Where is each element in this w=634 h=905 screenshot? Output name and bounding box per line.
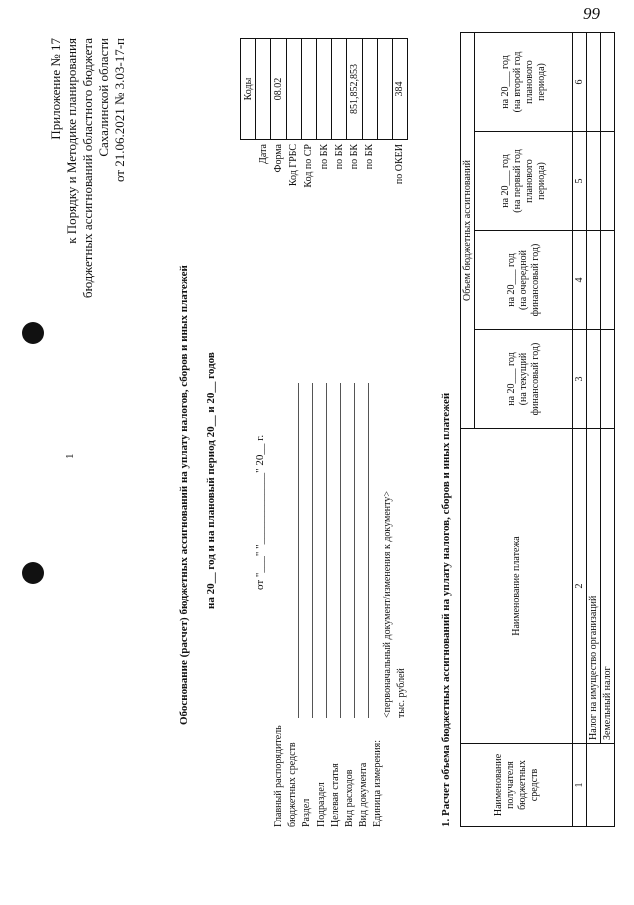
recipient-cell [587,744,615,827]
appendix-line: бюджетных ассигнований областного бюджета [80,38,95,299]
table-row [601,33,615,827]
column-number: 1 [573,744,587,827]
table-row [587,33,601,827]
header-current-year: на 20___ год (на текущий финансовый год) [475,330,573,429]
header-first-plan-year: на 20___ год (на первый год планового периода) [475,132,573,231]
column-number: 3 [573,330,587,429]
header-next-year: на 20___ год (на очередной финансовый год) [475,231,573,330]
appendix-line: Приложение № 17 [48,38,63,140]
appendix-line: Сахалинской области [96,38,111,157]
appendix-line: к Порядку и Методике планирования [64,38,79,244]
field-line-expense [354,383,355,718]
value-cell [587,33,601,132]
code-label: по БК [333,144,345,170]
label-document-type: Вид документа [358,762,370,827]
code-value: 384 [392,39,407,140]
code-value: 851,852,853 [347,39,362,140]
code-label: по БК [318,144,330,170]
column-number: 4 [573,231,587,330]
code-value [362,39,377,140]
code-label: по БК [364,144,376,170]
value-cell [587,231,601,330]
code-value [256,39,271,140]
label-unit: Единица измерения: [372,740,384,827]
label-section: Раздел [301,798,313,827]
column-number: 2 [573,429,587,744]
value-cell [601,330,615,429]
document-title: Обоснование (расчет) бюджетных ассигнований на уплату налогов, сборов и иных платежей [178,265,190,725]
document-type-value: <первоначальный документ/изменения к документу> [382,491,393,718]
code-label: Код по СР [303,144,315,188]
value-cell [601,132,615,231]
header-allocation-volume: Объем бюджетных ассигнований [461,33,475,429]
calculation-table [460,32,615,827]
document-date-line: от "___" "_____________" 20__ г. [254,434,266,590]
code-label: по БК [348,144,360,170]
code-label: Дата [257,144,269,164]
field-line-doc [368,383,369,718]
code-value [301,39,316,140]
code-label: по ОКЕИ [394,144,406,185]
label-budget-funds: бюджетных средств [287,742,299,827]
value-cell [601,33,615,132]
field-line-subsection [326,383,327,718]
codes-table [240,38,408,192]
field-line-manager [298,383,299,718]
unit-value: тыс. рублей [396,668,407,718]
field-line-section [312,383,313,718]
code-value [332,39,347,140]
appendix-line: от 21.06.2021 № 3.03-17-п [112,38,127,183]
code-value [377,39,392,140]
code-value [286,39,301,140]
label-expense-type: Вид расходов [343,769,355,827]
label-chief-manager: Главный распорядитель [273,725,284,827]
value-cell [601,231,615,330]
section-title: 1. Расчет объема бюджетных ассигнований на уплату налогов, сборов и иных платежей [440,392,452,827]
payment-name-cell: Налог на имущество организаций [587,429,601,744]
column-number: 6 [573,33,587,132]
payment-name-cell: Земельный налог [601,429,615,744]
appendix-block [48,38,128,298]
requisites-labels [272,725,386,827]
label-target-article: Целевая статья [329,763,341,827]
value-cell [587,132,601,231]
value-cell [587,330,601,429]
document-subtitle: на 20__ год и на плановый период 20__ и 20__ годов [205,352,217,609]
codes-header: Коды [241,39,256,140]
code-value [316,39,331,140]
page-number: 1 [64,453,76,459]
field-line-target [340,383,341,718]
code-label [377,140,392,192]
label-subsection: Подраздел [315,782,327,827]
header-recipient: Наименование получателя бюджетных средств [461,744,573,827]
code-label: Код ГРБС [288,144,300,187]
code-label: Форма [272,144,284,173]
column-number: 5 [573,132,587,231]
header-payment-name: Наименование платежа [461,429,573,744]
handwritten-page-number: 99 [583,4,600,23]
header-second-plan-year: на 20___ год (на второй год планового периода) [475,33,573,132]
code-value: 08.02 [271,39,286,140]
